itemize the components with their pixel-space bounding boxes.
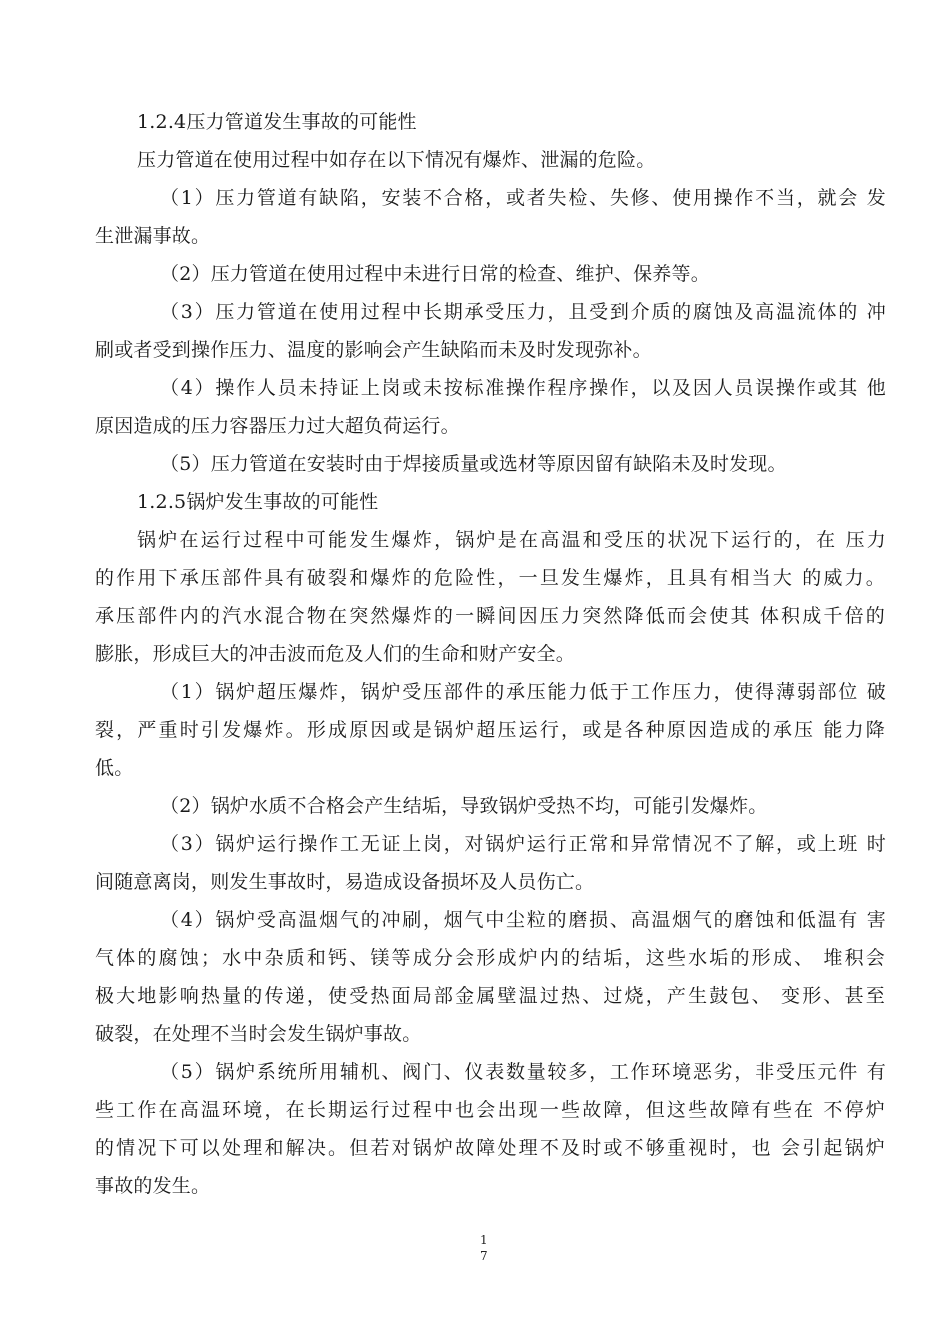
- paragraph-line: 间随意离岗，则发生事故时，易造成设备损坏及人员伤亡。: [95, 871, 595, 893]
- paragraph-line: （2）锅炉水质不合格会产生结垢，导致锅炉受热不均，可能引发爆炸。: [160, 795, 768, 817]
- paragraph-line: 事故的发生。: [95, 1175, 211, 1197]
- paragraph-line: （5）锅炉系统所用辅机、阀门、仪表数量较多，工作环境恶劣，非受压元件 有: [160, 1061, 886, 1083]
- section-heading-1-2-4: 1.2.4压力管道发生事故的可能性: [137, 111, 417, 133]
- paragraph-line: 承压部件内的汽水混合物在突然爆炸的一瞬间因压力突然降低而会使其 体积成千倍的: [95, 605, 885, 627]
- paragraph-line: 破裂，在处理不当时会发生锅炉事故。: [95, 1023, 422, 1045]
- paragraph-line: （2）压力管道在使用过程中未进行日常的检查、维护、保养等。: [160, 263, 710, 285]
- paragraph-line: （3）锅炉运行操作工无证上岗，对锅炉运行正常和异常情况不了解，或上班 时: [160, 833, 886, 855]
- paragraph-line: 的情况下可以处理和解决。但若对锅炉故障处理不及时或不够重视时，也 会引起锅炉: [95, 1137, 885, 1159]
- paragraph-line: （1）锅炉超压爆炸，锅炉受压部件的承压能力低于工作压力，使得薄弱部位 破: [160, 681, 886, 703]
- paragraph-line: （4）操作人员未持证上岗或未按标准操作程序操作，以及因人员误操作或其 他: [160, 377, 886, 399]
- paragraph-line: 低。: [95, 757, 134, 779]
- paragraph-line: （4）锅炉受高温烟气的冲刷，烟气中尘粒的磨损、高温烟气的磨蚀和低温有 害: [160, 909, 886, 931]
- page-number: 7: [480, 1249, 488, 1263]
- paragraph-line: 裂，严重时引发爆炸。形成原因或是锅炉超压运行，或是各种原因造成的承压 能力降: [95, 719, 885, 741]
- paragraph-line: 极大地影响热量的传递，使受热面局部金属壁温过热、过烧，产生鼓包、 变形、甚至: [95, 985, 885, 1007]
- paragraph-line: （5）压力管道在安装时由于焊接质量或选材等原因留有缺陷未及时发现。: [160, 453, 787, 475]
- paragraph-line: 原因造成的压力容器压力过大超负荷运行。: [95, 415, 460, 437]
- paragraph-line: 生泄漏事故。: [95, 225, 211, 247]
- paragraph-line: 气体的腐蚀；水中杂质和钙、镁等成分会形成炉内的结垢，这些水垢的形成、 堆积会: [95, 947, 885, 969]
- paragraph-line: 些工作在高温环境，在长期运行过程中也会出现一些故障，但这些故障有些在 不停炉: [95, 1099, 885, 1121]
- page-number: 1: [480, 1233, 488, 1247]
- paragraph-line: （3）压力管道在使用过程中长期承受压力，且受到介质的腐蚀及高温流体的 冲: [160, 301, 886, 323]
- paragraph-line: 的作用下承压部件具有破裂和爆炸的危险性，一旦发生爆炸，且具有相当大 的威力。: [95, 567, 885, 589]
- paragraph-line: （1）压力管道有缺陷，安装不合格，或者失检、失修、使用操作不当，就会 发: [160, 187, 886, 209]
- paragraph-line: 锅炉在运行过程中可能发生爆炸，锅炉是在高温和受压的状况下运行的，在 压力: [137, 529, 886, 551]
- section-heading-1-2-5: 1.2.5锅炉发生事故的可能性: [137, 491, 379, 513]
- paragraph-line: 压力管道在使用过程中如存在以下情况有爆炸、泄漏的危险。: [137, 149, 656, 171]
- paragraph-line: 膨胀，形成巨大的冲击波而危及人们的生命和财产安全。: [95, 643, 576, 665]
- paragraph-line: 刷或者受到操作压力、温度的影响会产生缺陷而未及时发现弥补。: [95, 339, 652, 361]
